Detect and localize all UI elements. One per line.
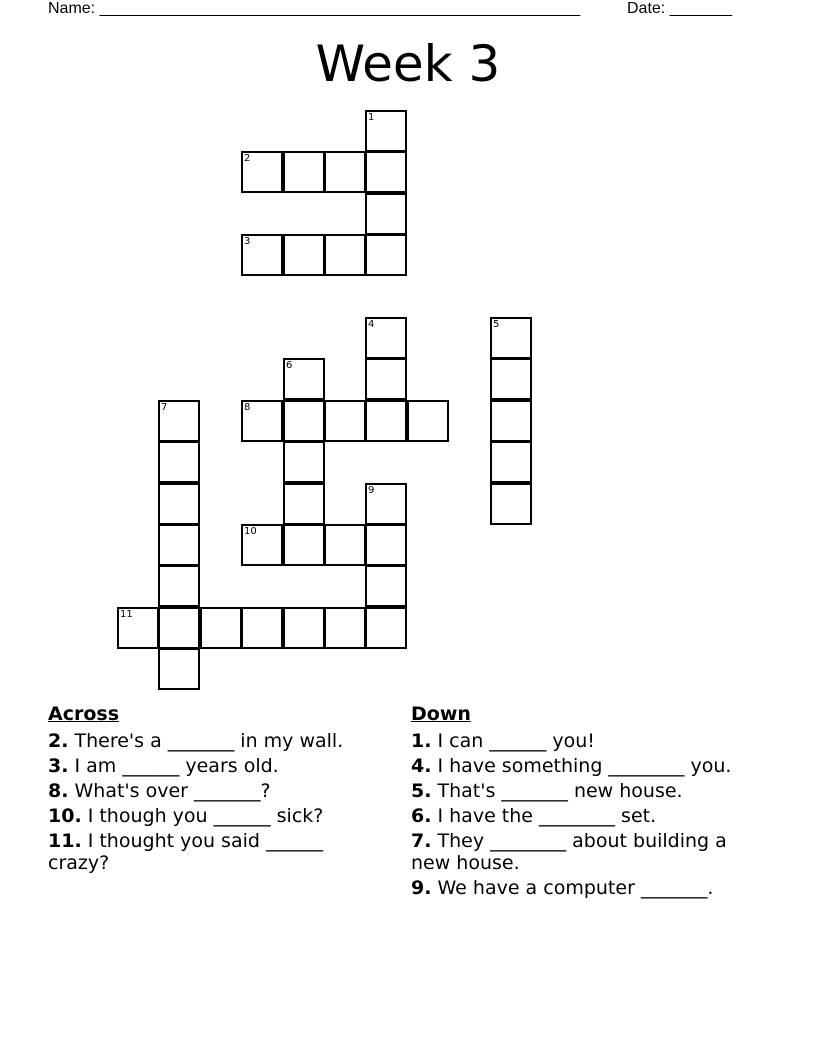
crossword-cell[interactable] xyxy=(283,358,325,400)
crossword-cell[interactable] xyxy=(283,151,325,193)
crossword-cell[interactable] xyxy=(158,648,200,690)
clue-text: That's _______ new house. xyxy=(437,780,683,802)
crossword-cell[interactable] xyxy=(324,607,366,649)
crossword-cell[interactable] xyxy=(365,565,407,607)
crossword-cell[interactable] xyxy=(365,317,407,359)
crossword-cell[interactable] xyxy=(365,193,407,235)
cell-number: 4 xyxy=(368,319,375,330)
crossword-cell[interactable] xyxy=(158,441,200,483)
clue-number: 1. xyxy=(411,730,432,752)
cell-number: 11 xyxy=(120,609,133,620)
crossword-cell[interactable] xyxy=(283,524,325,566)
crossword-cell[interactable] xyxy=(324,234,366,276)
crossword-cell[interactable] xyxy=(324,524,366,566)
crossword-cell[interactable] xyxy=(490,358,532,400)
cell-number: 6 xyxy=(286,360,293,371)
crossword-cell[interactable] xyxy=(283,607,325,649)
crossword-cell[interactable] xyxy=(158,524,200,566)
clue-text: I can ______ you! xyxy=(437,730,595,752)
clue-text: I have the ________ set. xyxy=(437,805,657,827)
crossword-cell[interactable] xyxy=(490,441,532,483)
clue-number: 2. xyxy=(48,730,69,752)
crossword-cell[interactable] xyxy=(158,565,200,607)
cell-number: 10 xyxy=(244,526,257,537)
down-clues xyxy=(411,703,761,902)
down-clue xyxy=(411,780,761,802)
crossword-cell[interactable] xyxy=(158,607,200,649)
clue-text: There's a _______ in my wall. xyxy=(74,730,344,752)
crossword-cell[interactable] xyxy=(365,483,407,525)
crossword-cell[interactable] xyxy=(324,400,366,442)
crossword-cell[interactable] xyxy=(283,441,325,483)
clue-text: I thought you said ______ crazy? xyxy=(48,830,323,874)
page-title: Week 3 xyxy=(315,35,501,93)
crossword-cell[interactable] xyxy=(241,524,283,566)
down-clue xyxy=(411,755,761,777)
across-heading: Across xyxy=(48,703,120,725)
down-clue-list xyxy=(411,730,761,899)
cell-number: 2 xyxy=(244,153,251,164)
crossword-cell[interactable] xyxy=(365,110,407,152)
clue-text: I have something ________ you. xyxy=(437,755,732,777)
clue-text: We have a computer _______. xyxy=(437,877,714,899)
crossword-cell[interactable] xyxy=(490,400,532,442)
down-clue xyxy=(411,730,761,752)
clue-number: 11. xyxy=(48,830,82,852)
clue-number: 7. xyxy=(411,830,432,852)
cell-number: 3 xyxy=(244,236,251,247)
cell-number: 1 xyxy=(368,112,375,123)
clue-number: 6. xyxy=(411,805,432,827)
crossword-cell[interactable] xyxy=(241,151,283,193)
crossword-cell[interactable] xyxy=(241,234,283,276)
crossword-cell[interactable] xyxy=(158,483,200,525)
clue-text: What's over _______? xyxy=(74,780,271,802)
down-heading: Down xyxy=(411,703,471,725)
clue-number: 9. xyxy=(411,877,432,899)
across-clue xyxy=(48,780,378,802)
crossword-cell[interactable] xyxy=(241,607,283,649)
across-clues xyxy=(48,703,378,877)
cell-number: 8 xyxy=(244,402,251,413)
crossword-cell[interactable] xyxy=(407,400,449,442)
across-clue xyxy=(48,830,378,874)
crossword-cell[interactable] xyxy=(283,483,325,525)
clue-number: 10. xyxy=(48,805,82,827)
crossword-cell[interactable] xyxy=(241,400,283,442)
name-field-label: Name: ______________________________________________________ xyxy=(48,0,581,17)
down-clue xyxy=(411,877,761,899)
crossword-cell[interactable] xyxy=(324,151,366,193)
down-clue xyxy=(411,805,761,827)
clue-number: 3. xyxy=(48,755,69,777)
across-clue xyxy=(48,755,378,777)
crossword-cell[interactable] xyxy=(490,317,532,359)
crossword-cell[interactable] xyxy=(490,483,532,525)
crossword-cell[interactable] xyxy=(200,607,242,649)
crossword-cell[interactable] xyxy=(365,400,407,442)
across-clue xyxy=(48,805,378,827)
crossword-cell[interactable] xyxy=(365,607,407,649)
clue-number: 8. xyxy=(48,780,69,802)
crossword-cell[interactable] xyxy=(365,524,407,566)
down-clue xyxy=(411,830,761,874)
cell-number: 5 xyxy=(493,319,500,330)
across-clue xyxy=(48,730,378,752)
crossword-cell[interactable] xyxy=(283,400,325,442)
clue-number: 4. xyxy=(411,755,432,777)
clue-number: 5. xyxy=(411,780,432,802)
crossword-cell[interactable] xyxy=(117,607,159,649)
cell-number: 7 xyxy=(161,402,168,413)
cell-number: 9 xyxy=(368,485,375,496)
crossword-cell[interactable] xyxy=(283,234,325,276)
crossword-cell[interactable] xyxy=(365,151,407,193)
clue-text: They ________ about building a new house. xyxy=(411,830,727,874)
date-field-label: Date: _______ xyxy=(627,0,732,17)
crossword-cell[interactable] xyxy=(365,358,407,400)
clue-text: I am ______ years old. xyxy=(74,755,279,777)
across-clue-list xyxy=(48,730,378,874)
crossword-cell[interactable] xyxy=(365,234,407,276)
clue-text: I though you ______ sick? xyxy=(87,805,324,827)
crossword-cell[interactable] xyxy=(158,400,200,442)
